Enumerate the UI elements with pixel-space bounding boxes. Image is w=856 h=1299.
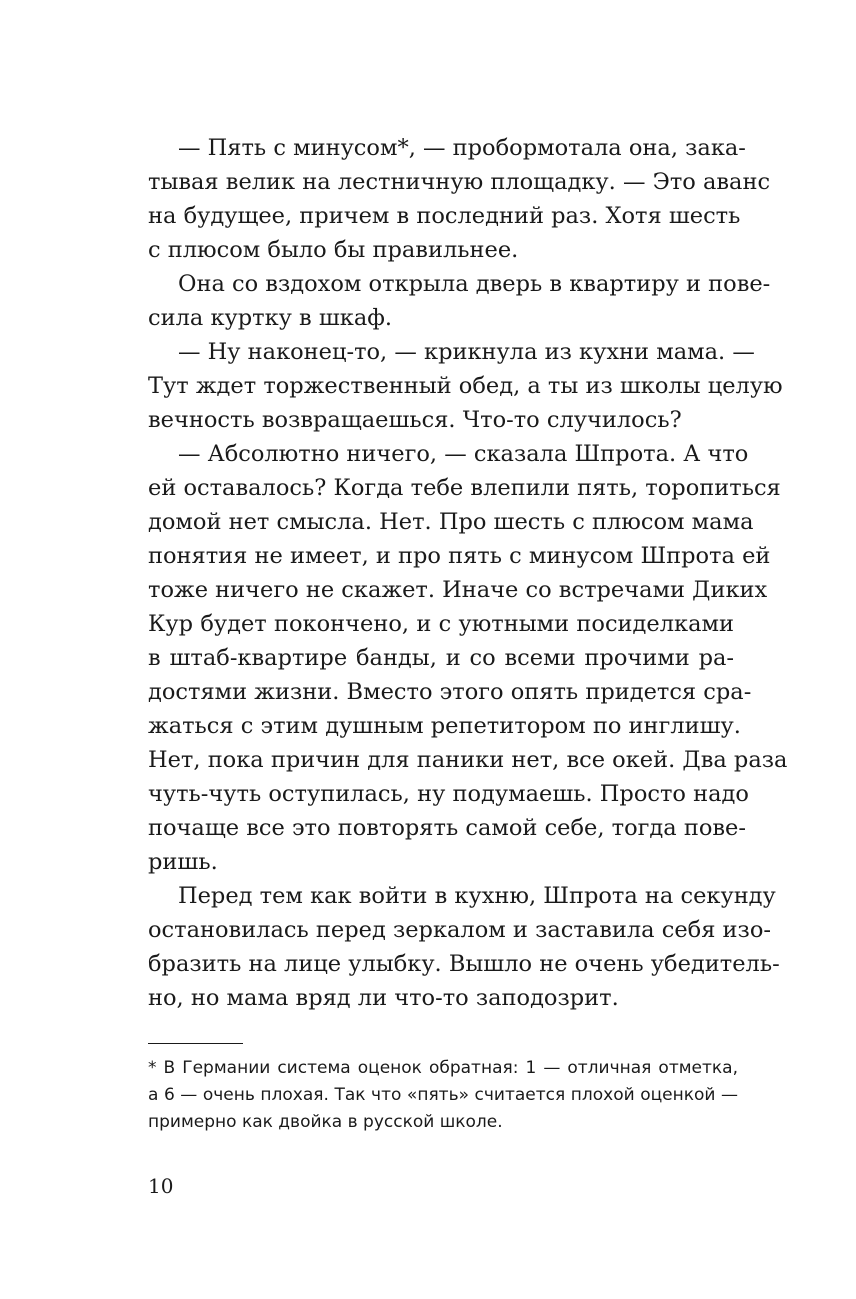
text-line: с плюсом было бы правильнее.: [148, 237, 519, 263]
text-line: сила куртку в шкаф.: [148, 305, 393, 331]
paragraph: [148, 267, 771, 335]
page-number: 10: [148, 1174, 174, 1198]
paragraph: [148, 437, 788, 879]
text-line: Перед тем как войти в кухню, Шпрота на секунду: [178, 883, 776, 909]
text-line: но, но мама вряд ли что-то заподозрит.: [148, 985, 619, 1011]
text-line: остановилась перед зеркалом и заставила себя изо-: [148, 917, 771, 943]
text-line: жаться с этим душным репетитором по инглишу.: [148, 713, 741, 739]
main-text: [148, 131, 788, 1015]
text-line: бразить на лице улыбку. Вышло не очень убедитель-: [148, 951, 780, 977]
footnote-separator: [148, 1043, 243, 1044]
text-line: домой нет смысла. Нет. Про шесть с плюсом мама: [148, 509, 754, 535]
footnote: [148, 1055, 738, 1136]
footnote-line: а 6 — очень плохая. Так что «пять» считается плохой оценкой —: [148, 1085, 738, 1105]
text-line: ришь.: [148, 849, 218, 875]
text-line: тывая велик на лестничную площадку. — Это аванс: [148, 169, 771, 195]
text-line: вечность возвращаешься. Что-то случилось?: [148, 407, 682, 433]
text-line: чуть-чуть оступилась, ну подумаешь. Просто надо: [148, 781, 749, 807]
text-line: ей оставалось? Когда тебе влепили пять, торопиться: [148, 475, 781, 501]
text-line: достями жизни. Вместо этого опять придется сра-: [148, 679, 752, 705]
text-line: — Ну наконец-то, — крикнула из кухни мама. —: [178, 339, 755, 365]
text-line: понятия не имеет, и про пять с минусом Шпрота ей: [148, 543, 771, 569]
text-line: Нет, пока причин для паники нет, все окей. Два раза: [148, 747, 788, 773]
text-line: в штаб-квартире банды, и со всеми прочими ра-: [148, 645, 734, 671]
paragraph: [148, 879, 780, 1015]
text-line: Она со вздохом открыла дверь в квартиру и пове-: [178, 271, 771, 297]
footnote-line: примерно как двойка в русской школе.: [148, 1112, 503, 1132]
text-line: — Абсолютно ничего, — сказала Шпрота. А что: [178, 441, 749, 467]
text-line: — Пять с минусом*, — пробормотала она, зака-: [178, 135, 746, 161]
text-line: на будущее, причем в последний раз. Хотя шесть: [148, 203, 741, 229]
text-line: Тут ждет торжественный обед, а ты из школы целую: [148, 373, 783, 399]
paragraph: [148, 131, 771, 267]
text-line: тоже ничего не скажет. Иначе со встречами Диких: [148, 577, 768, 603]
text-line: Кур будет покончено, и с уютными посиделками: [148, 611, 734, 637]
footnote-line: * В Германии система оценок обратная: 1 — отличная отметка,: [148, 1058, 738, 1078]
text-line: почаще все это повторять самой себе, тогда пове-: [148, 815, 746, 841]
paragraph: [148, 335, 783, 437]
